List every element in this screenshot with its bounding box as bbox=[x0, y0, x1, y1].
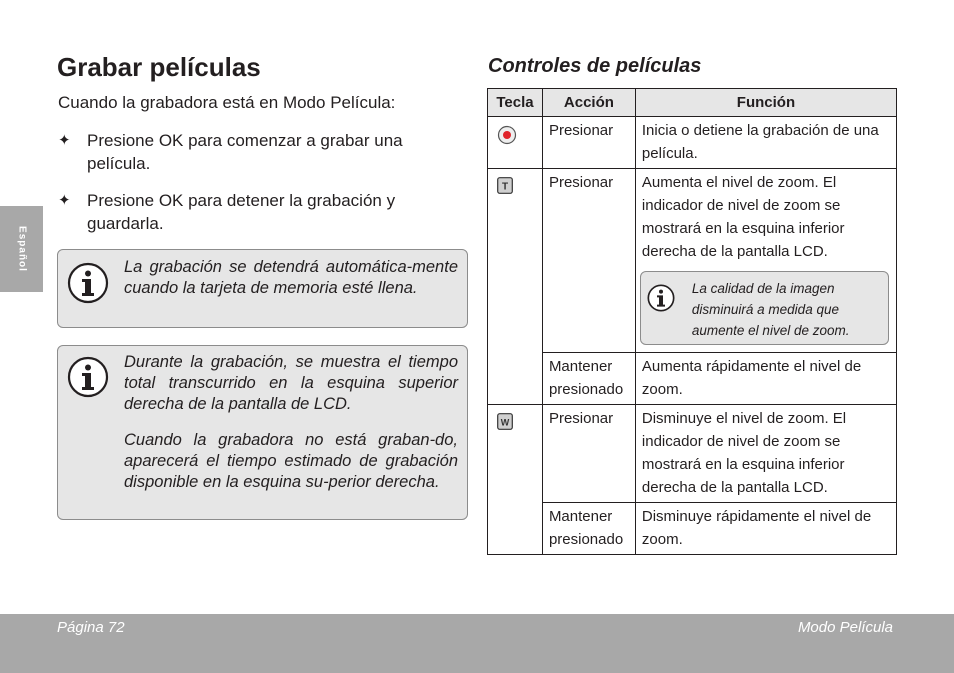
intro-text: Cuando la grabadora está en Modo Película: bbox=[58, 93, 396, 112]
info-icon bbox=[647, 284, 675, 312]
page-title: Grabar películas bbox=[57, 52, 261, 82]
action-cell: Presionar bbox=[542, 117, 635, 169]
bullet-text: Presione OK para detener la grabación y guardarla. bbox=[87, 191, 396, 233]
table-row bbox=[488, 169, 897, 353]
info-note bbox=[57, 249, 468, 328]
table-header-row bbox=[488, 89, 897, 117]
column-header-function: Función bbox=[635, 89, 896, 117]
column-header-action: Acción bbox=[542, 89, 635, 117]
record-button-icon bbox=[497, 125, 517, 145]
function-cell: Aumenta rápidamente el nivel de zoom. bbox=[635, 353, 896, 405]
action-cell: Presionar bbox=[542, 169, 635, 353]
info-icon bbox=[67, 262, 109, 304]
zoom-tele-letter: T bbox=[501, 181, 509, 193]
function-cell: Disminuye rápidamente el nivel de zoom. bbox=[635, 503, 896, 555]
section-name: Modo Película bbox=[797, 619, 893, 636]
key-cell bbox=[488, 117, 543, 169]
bullet-star-icon: ✦ bbox=[58, 132, 71, 149]
function-cell: Disminuye el nivel de zoom. El indicador de nivel de zoom se mostrará en la esquina inferior derecha de la pantalla LCD. bbox=[635, 405, 896, 503]
inner-info-note bbox=[640, 271, 889, 345]
function-text: Aumenta el nivel de zoom. El indicador de nivel de zoom se mostrará en la esquina inferior derecha de la pantalla LCD. bbox=[641, 174, 845, 260]
note-paragraph: Durante la grabación, se muestra el tiempo total transcurrido en la esquina superior derecha de la pantalla de LCD. bbox=[124, 353, 458, 413]
note-text: La grabación se detendrá automática-mente cuando la tarjeta de memoria esté llena. bbox=[124, 258, 458, 297]
info-icon bbox=[67, 356, 109, 398]
page-footer bbox=[0, 614, 954, 673]
action-cell: Mantener presionado bbox=[542, 503, 635, 555]
action-cell: Mantener presionado bbox=[542, 353, 635, 405]
bullet-star-icon: ✦ bbox=[58, 192, 71, 209]
inner-note-text: La calidad de la imagen disminuirá a medida que aumente el nivel de zoom. bbox=[691, 281, 850, 338]
table-row bbox=[488, 117, 897, 169]
language-side-tab bbox=[0, 206, 43, 292]
key-cell bbox=[488, 405, 543, 555]
key-cell bbox=[488, 169, 543, 405]
column-header-key: Tecla bbox=[488, 89, 543, 117]
table-row bbox=[488, 503, 897, 555]
action-cell: Presionar bbox=[542, 405, 635, 503]
page-number: Página 72 bbox=[57, 619, 125, 636]
controls-table bbox=[487, 88, 897, 555]
zoom-tele-button-icon bbox=[497, 177, 513, 194]
table-row bbox=[488, 405, 897, 503]
zoom-wide-letter: W bbox=[500, 417, 510, 428]
table-row bbox=[488, 353, 897, 405]
note-paragraph: Cuando la grabadora no está graban-do, aparecerá el tiempo estimado de grabación disponible en la esquina su-perior derecha. bbox=[124, 431, 458, 491]
bullet-text: Presione OK para comenzar a grabar una película. bbox=[87, 131, 403, 173]
language-tab-label: Español bbox=[16, 226, 27, 272]
info-note bbox=[57, 345, 468, 520]
controls-heading: Controles de películas bbox=[488, 55, 702, 77]
function-cell: Inicia o detiene la grabación de una película. bbox=[635, 117, 896, 169]
zoom-wide-button-icon bbox=[497, 413, 513, 430]
function-cell bbox=[635, 169, 896, 353]
